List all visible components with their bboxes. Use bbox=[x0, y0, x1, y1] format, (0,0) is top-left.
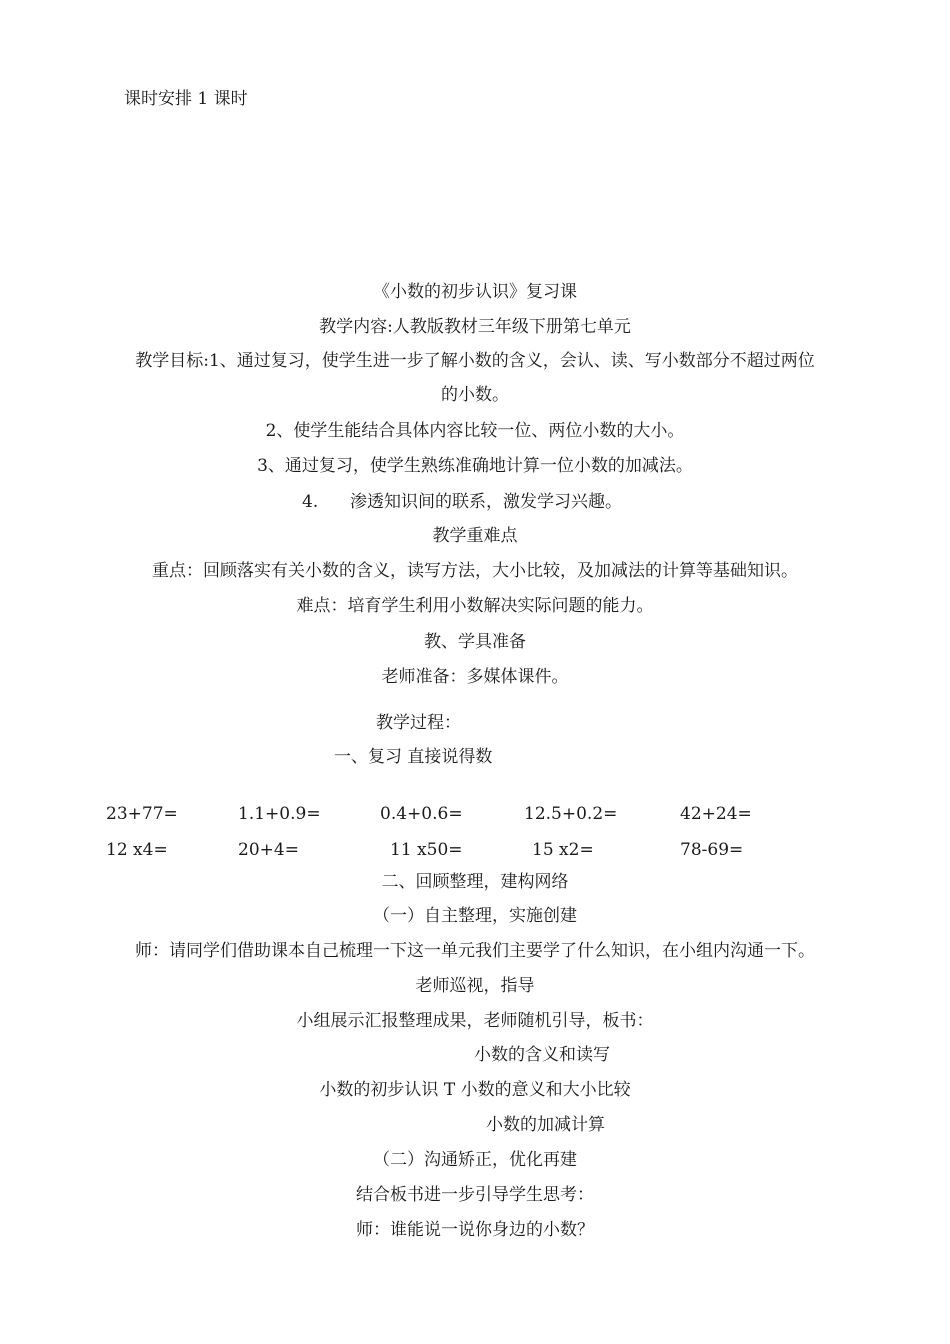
exercise: 15 x2= bbox=[532, 840, 594, 860]
exercise: 78-69= bbox=[680, 840, 744, 860]
goal-line-3: 3、通过复习，使学生熟练准确地计算一位小数的加减法。 bbox=[257, 456, 693, 476]
key-points-heading: 教学重难点 bbox=[432, 526, 518, 546]
teacher-prompt: 师：请同学们借助课本自己梳理一下这一单元我们主要学了什么知识，在小组内沟通一下。 bbox=[135, 941, 815, 961]
materials-heading: 教、学具准备 bbox=[424, 632, 526, 652]
lesson-title: 《小数的初步认识》复习课 bbox=[373, 282, 577, 302]
exercise: 23+77= bbox=[106, 804, 178, 824]
section-2-heading: 二、回顾整理，建构网络 bbox=[381, 872, 569, 892]
teacher-patrol: 老师巡视，指导 bbox=[415, 976, 535, 996]
board-item-1: 小数的含义和读写 bbox=[474, 1045, 610, 1065]
teaching-content: 教学内容:人教版教材三年级下册第七单元 bbox=[319, 317, 631, 337]
goal-line-1: 教学目标:1、通过复习，使学生进一步了解小数的含义，会认、读、写小数部分不超过两位 bbox=[135, 351, 815, 371]
teacher-question: 师：谁能说一说你身边的小数？ bbox=[356, 1220, 594, 1240]
exercise: 0.4+0.6= bbox=[380, 804, 463, 824]
goal-line-2: 2、使学生能结合具体内容比较一位、两位小数的大小。 bbox=[265, 421, 685, 441]
focus-line: 重点：回顾落实有关小数的含义，读写方法，大小比较，及加减法的计算等基础知识。 bbox=[152, 561, 798, 581]
section-1-heading: 一、复习 直接说得数 bbox=[334, 747, 493, 767]
subsection-1-heading: （一）自主整理，实施创建 bbox=[373, 906, 577, 926]
goal-line-1-cont: 的小数。 bbox=[441, 385, 509, 405]
group-report: 小组展示汇报整理成果，老师随机引导，板书： bbox=[296, 1011, 654, 1031]
board-main: 小数的初步认识 T 小数的意义和大小比较 bbox=[319, 1080, 631, 1100]
subsection-2-heading: （二）沟通矫正，优化再建 bbox=[373, 1150, 577, 1170]
difficulty-line: 难点：培育学生利用小数解决实际问题的能力。 bbox=[296, 596, 654, 616]
exercise: 42+24= bbox=[680, 804, 752, 824]
exercise: 11 x50= bbox=[390, 840, 463, 860]
guide-line: 结合板书进一步引导学生思考： bbox=[356, 1185, 594, 1205]
exercise: 12.5+0.2= bbox=[524, 804, 618, 824]
schedule-line: 课时安排 1 课时 bbox=[124, 89, 248, 109]
exercise: 20+4= bbox=[238, 840, 299, 860]
board-item-3: 小数的加减计算 bbox=[486, 1115, 605, 1135]
goal-line-4-number: 4. bbox=[302, 492, 319, 512]
goal-line-4-text: 渗透知识间的联系，激发学习兴趣。 bbox=[350, 492, 622, 512]
teacher-materials: 老师准备：多媒体课件。 bbox=[381, 667, 569, 687]
exercise: 1.1+0.9= bbox=[238, 804, 321, 824]
exercise: 12 x4= bbox=[106, 840, 168, 860]
process-heading: 教学过程： bbox=[376, 713, 461, 733]
